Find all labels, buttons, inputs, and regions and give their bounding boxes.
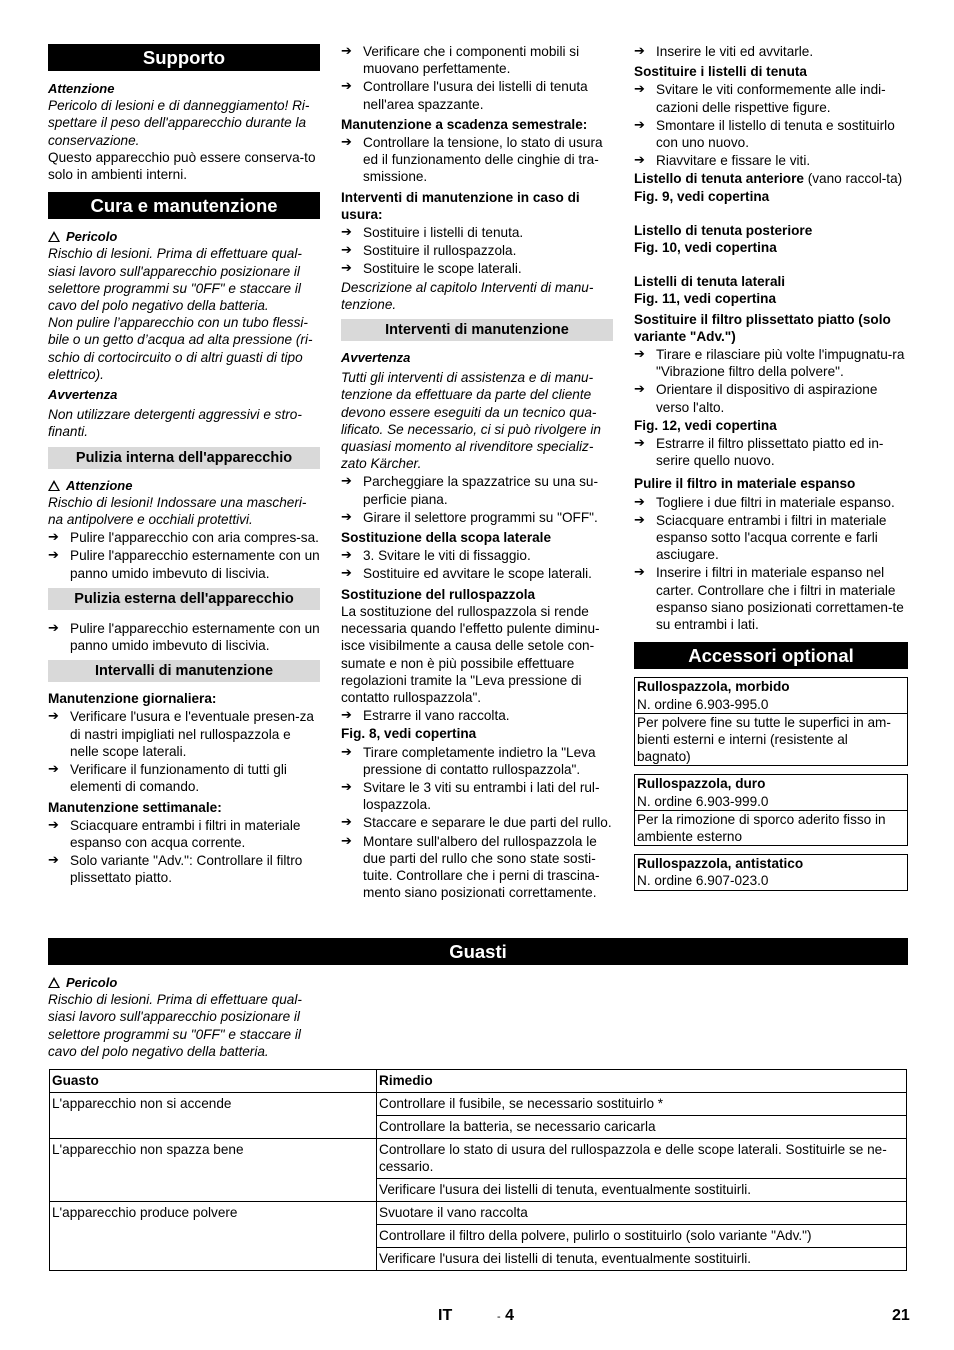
label-scopa: Sostituzione della scopa laterale — [341, 530, 552, 546]
section-heading-guasti: Guasti — [48, 938, 908, 965]
section-heading-cura: Cura e manutenzione — [48, 192, 320, 219]
step-item: ➔ Sostituire le scope laterali. — [341, 260, 613, 277]
step-item: ➔ Togliere i due filtri in materiale espanso. — [634, 494, 908, 511]
danger-text: Rischio di lesioni. Prima di effettuare qual-siasi lavoro sull'apparecchio posizionare il selettore programmi su "0FF" e staccare il cavo del polo negativo della batteria. — [48, 992, 302, 1059]
remedy-cell: Controllare lo stato di usura del rullospazzola e delle scope laterali. Sostituirle se ne-cessario. — [377, 1139, 907, 1179]
listello-anteriore: Listello di tenuta anteriore (vano raccol-ta) — [634, 171, 903, 187]
remedy-cell: Verificare l'usura dei listelli di tenuta, eventualmente sostituirli. — [377, 1248, 907, 1271]
troubleshooting-table — [49, 1069, 907, 1271]
accessory-description: Per polvere fine su tutte le superfici in am-bienti esterni e interni (resistente al bagnato) — [635, 713, 907, 766]
figure-reference: Fig. 12, vedi copertina — [634, 417, 777, 433]
step-item: ➔ Verificare il funzionamento di tutti gli elementi di comando. — [48, 761, 320, 795]
note-text: Descrizione al capitolo Interventi di manu-tenzione. — [341, 279, 594, 312]
step-item: ➔ Tirare completamente indietro la "Leva pressione di contatto rullospazzola". — [341, 744, 613, 778]
step-item: ➔ Smontare il listello di tenuta e sostituirlo con uno nuovo. — [634, 117, 908, 151]
label-filtro: Sostituire il filtro plissettato piatto (solo variante "Adv.") — [634, 311, 891, 344]
section-heading-supporto: Supporto — [48, 44, 320, 71]
warning-triangle-icon — [48, 977, 60, 988]
step-item: ➔ Girare il selettore programmi su "OFF". — [341, 509, 613, 526]
column-header-rimedio: Rimedio — [377, 1070, 907, 1093]
column-header-guasto: Guasto — [50, 1070, 377, 1093]
step-item: ➔ Sostituire ed avvitare le scope laterali. — [341, 565, 613, 582]
step-item: ➔ Verificare l'usura e l'eventuale presen-za di nastri impigliati nel rullospazzola e nelle scope laterali. — [48, 708, 320, 760]
listello-posteriore: Listello di tenuta posteriore — [634, 222, 813, 238]
note-label: Avvertenza — [48, 387, 118, 403]
paragraph: Questo apparecchio può essere conserva-to solo in ambienti interni. — [48, 149, 316, 183]
note-text: Non utilizzare detergenti aggressivi e stro-finanti. — [48, 407, 302, 440]
column-1 — [48, 42, 320, 888]
step-item: ➔ Pulire l'apparecchio esternamente con un panno umido imbevuto di liscivia. — [48, 620, 320, 654]
accessory-box — [634, 677, 908, 766]
subheading-pulizia-interna: Pulizia interna dell'apparecchio — [48, 447, 320, 469]
danger-label: Pericolo — [48, 974, 320, 991]
accessory-name: Rullospazzola, antistatico — [637, 856, 804, 872]
accessory-order: N. ordine 6.903-999.0 — [637, 793, 769, 809]
subheading-interventi: Interventi di manutenzione — [341, 319, 613, 341]
step-item: ➔ Riavvitare e fissare le viti. — [634, 152, 908, 169]
table-row — [50, 1139, 907, 1179]
remedy-cell: Controllare la batteria, se necessario caricarla — [377, 1116, 907, 1139]
step-item: ➔ Svitare le 3 viti su entrambi i lati del rul-lospazzola. — [341, 779, 613, 813]
section-heading-accessori: Accessori optional — [634, 642, 908, 669]
accessory-name: Rullospazzola, morbido — [637, 679, 790, 695]
step-item: ➔ Staccare e separare le due parti del rullo. — [341, 814, 613, 831]
danger-label: Pericolo — [48, 228, 320, 245]
accessory-order: N. ordine 6.907-023.0 — [637, 873, 769, 889]
subheading-pulizia-esterna: Pulizia esterna dell'apparecchio — [48, 588, 320, 610]
subheading-intervalli: Intervalli di manutenzione — [48, 660, 320, 682]
label-listelli: Sostituire i listelli di tenuta — [634, 64, 807, 80]
step-item: ➔ Orientare il dispositivo di aspirazione verso l'alto. — [634, 381, 908, 415]
accessory-box — [634, 774, 908, 846]
label-espanso: Pulire il filtro in materiale espanso — [634, 476, 856, 492]
remedy-cell: Svuotare il vano raccolta — [377, 1202, 907, 1225]
remedy-cell: Controllare il filtro della polvere, pulirlo o sostituirlo (solo variante "Adv.") — [377, 1225, 907, 1248]
figure-reference: Fig. 11, vedi copertina — [634, 291, 777, 307]
step-item: ➔ Estrarre il filtro plissettato piatto ed in-serire quello nuovo. — [634, 435, 908, 469]
accessory-order: N. ordine 6.903-995.0 — [637, 696, 769, 712]
step-item: ➔ Sostituire il rullospazzola. — [341, 242, 613, 259]
figure-reference: Fig. 10, vedi copertina — [634, 240, 777, 256]
table-header-row — [50, 1070, 907, 1093]
attention-label: Attenzione — [48, 477, 320, 494]
fault-cell: L'apparecchio non spazza bene — [50, 1139, 377, 1202]
step-item: ➔ 3. Svitare le viti di fissaggio. — [341, 547, 613, 564]
step-item: ➔ Sciacquare entrambi i filtri in materiale espanso con acqua corrente. — [48, 817, 320, 851]
page-number: 21 — [892, 1307, 910, 1324]
note-text: Tutti gli interventi di assistenza e di manu-tenzione da effettuare da parte del cliente devono essere eseguiti da un tecnico qua-lificato. Se necessario, ci si può rivolgere in quasiasi momento al rivenditore specializ-zato Kärcher. — [341, 370, 601, 472]
fault-cell: L'apparecchio non si accende — [50, 1093, 377, 1139]
danger-text: Rischio di lesioni. Prima di effettuare qual-siasi lavoro sull'apparecchio posizionare il selettore programmi su "0FF" e staccare il cavo del polo negativo della batteria. — [48, 246, 302, 314]
label-semestrale: Manutenzione a scadenza semestrale: — [341, 116, 588, 132]
step-item: ➔ Estrarre il vano raccolta. — [341, 707, 613, 724]
danger-text: Non pulire l’apparecchio con un tubo flessi-bile o un getto d’acqua ad alta pressione (ri-schio di cortocircuito o di altri guasti di tipo elettrico). — [48, 315, 313, 382]
figure-reference: Fig. 8, vedi copertina — [341, 726, 477, 742]
accessory-box — [634, 854, 908, 890]
accessory-name: Rullospazzola, duro — [637, 776, 766, 792]
label-rullo: Sostituzione del rullospazzola — [341, 586, 536, 602]
step-item: ➔ Controllare la tensione, lo stato di usura ed il funzionamento delle cinghie di tra-smissione. — [341, 134, 613, 186]
paragraph: La sostituzione del rullospazzola si rende necessaria quando l'effetto pulente diminu-isce visibilmente a causa delle setole con-sumate e non è più possibile effettuare regolazioni tramite la "Leva pressione di contatto rullospazzola". — [341, 603, 600, 705]
step-item: ➔ Svitare le viti conformemente alle indi-cazioni delle rispettive figure. — [634, 81, 908, 115]
footer-subpage: - 4 — [497, 1307, 515, 1324]
attention-text: Rischio di lesioni! Indossare una mascheri-na antipolvere e occhiali protettivi. — [48, 494, 307, 528]
remedy-cell: Verificare l'usura dei listelli di tenuta, eventualmente sostituirli. — [377, 1179, 907, 1202]
label-settimanale: Manutenzione settimanale: — [48, 799, 222, 815]
column-2 — [341, 42, 613, 902]
step-item: ➔ Sciacquare entrambi i filtri in materiale espanso sotto l'acqua corrente e farli asciugare. — [634, 512, 908, 564]
table-row — [50, 1093, 907, 1116]
step-item: ➔ Tirare e rilasciare più volte l'impugnatu-ra "Vibrazione filtro della polvere". — [634, 346, 908, 380]
step-item: ➔ Sostituire i listelli di tenuta. — [341, 224, 613, 241]
remedy-cell: Controllare il fusibile, se necessario sostituirlo * — [377, 1093, 907, 1116]
step-item: ➔ Verificare che i componenti mobili si muovano perfettamente. — [341, 43, 613, 77]
step-item: ➔ Controllare l'usura dei listelli di tenuta nell'area spazzante. — [341, 78, 613, 112]
label-giornaliera: Manutenzione giornaliera: — [48, 691, 217, 707]
note-label: Avvertenza — [341, 350, 411, 366]
step-item: ➔ Pulire l'apparecchio esternamente con un panno umido imbevuto di liscivia. — [48, 547, 320, 581]
guasti-section — [48, 938, 908, 965]
listelli-laterali: Listelli di tenuta laterali — [634, 274, 786, 290]
step-item: ➔ Inserire le viti ed avvitarle. — [634, 43, 908, 60]
fault-cell: L'apparecchio produce polvere — [50, 1202, 377, 1271]
footer-language: IT — [438, 1307, 453, 1324]
step-item: ➔ Parcheggiare la spazzatrice su una su-perficie piana. — [341, 473, 613, 507]
warning-triangle-icon — [48, 231, 60, 242]
figure-reference: Fig. 9, vedi copertina — [634, 188, 770, 204]
attention-label: Attenzione — [48, 81, 115, 96]
table-row — [50, 1202, 907, 1225]
label-caso-usura: Interventi di manutenzione in caso di usura: — [341, 189, 580, 222]
column-3 — [634, 42, 908, 891]
accessory-description: Per la rimozione di sporco aderito fisso in ambiente esterno — [635, 810, 907, 845]
warning-triangle-icon — [48, 480, 60, 491]
step-item: ➔ Montare sull'albero del rullospazzola le due parti del rullo che sono state sosti-tuite. Controllare che i perni di trascina-mento siano posizionati correttamente. — [341, 833, 613, 902]
guasti-danger — [48, 970, 320, 1060]
step-item: ➔ Inserire i filtri in materiale espanso nel carter. Controllare che i filtri in materiale espanso siano posizionati correttamen-te su entrambi i lati. — [634, 564, 908, 633]
step-item: ➔ Pulire l'apparecchio con aria compres-sa. — [48, 529, 320, 546]
attention-text: Pericolo di lesioni e di danneggiamento! Ri-spettare il peso dell'apparecchio durante la conservazione. — [48, 98, 310, 148]
step-item: ➔ Solo variante "Adv.": Controllare il filtro plissettato piatto. — [48, 852, 320, 886]
